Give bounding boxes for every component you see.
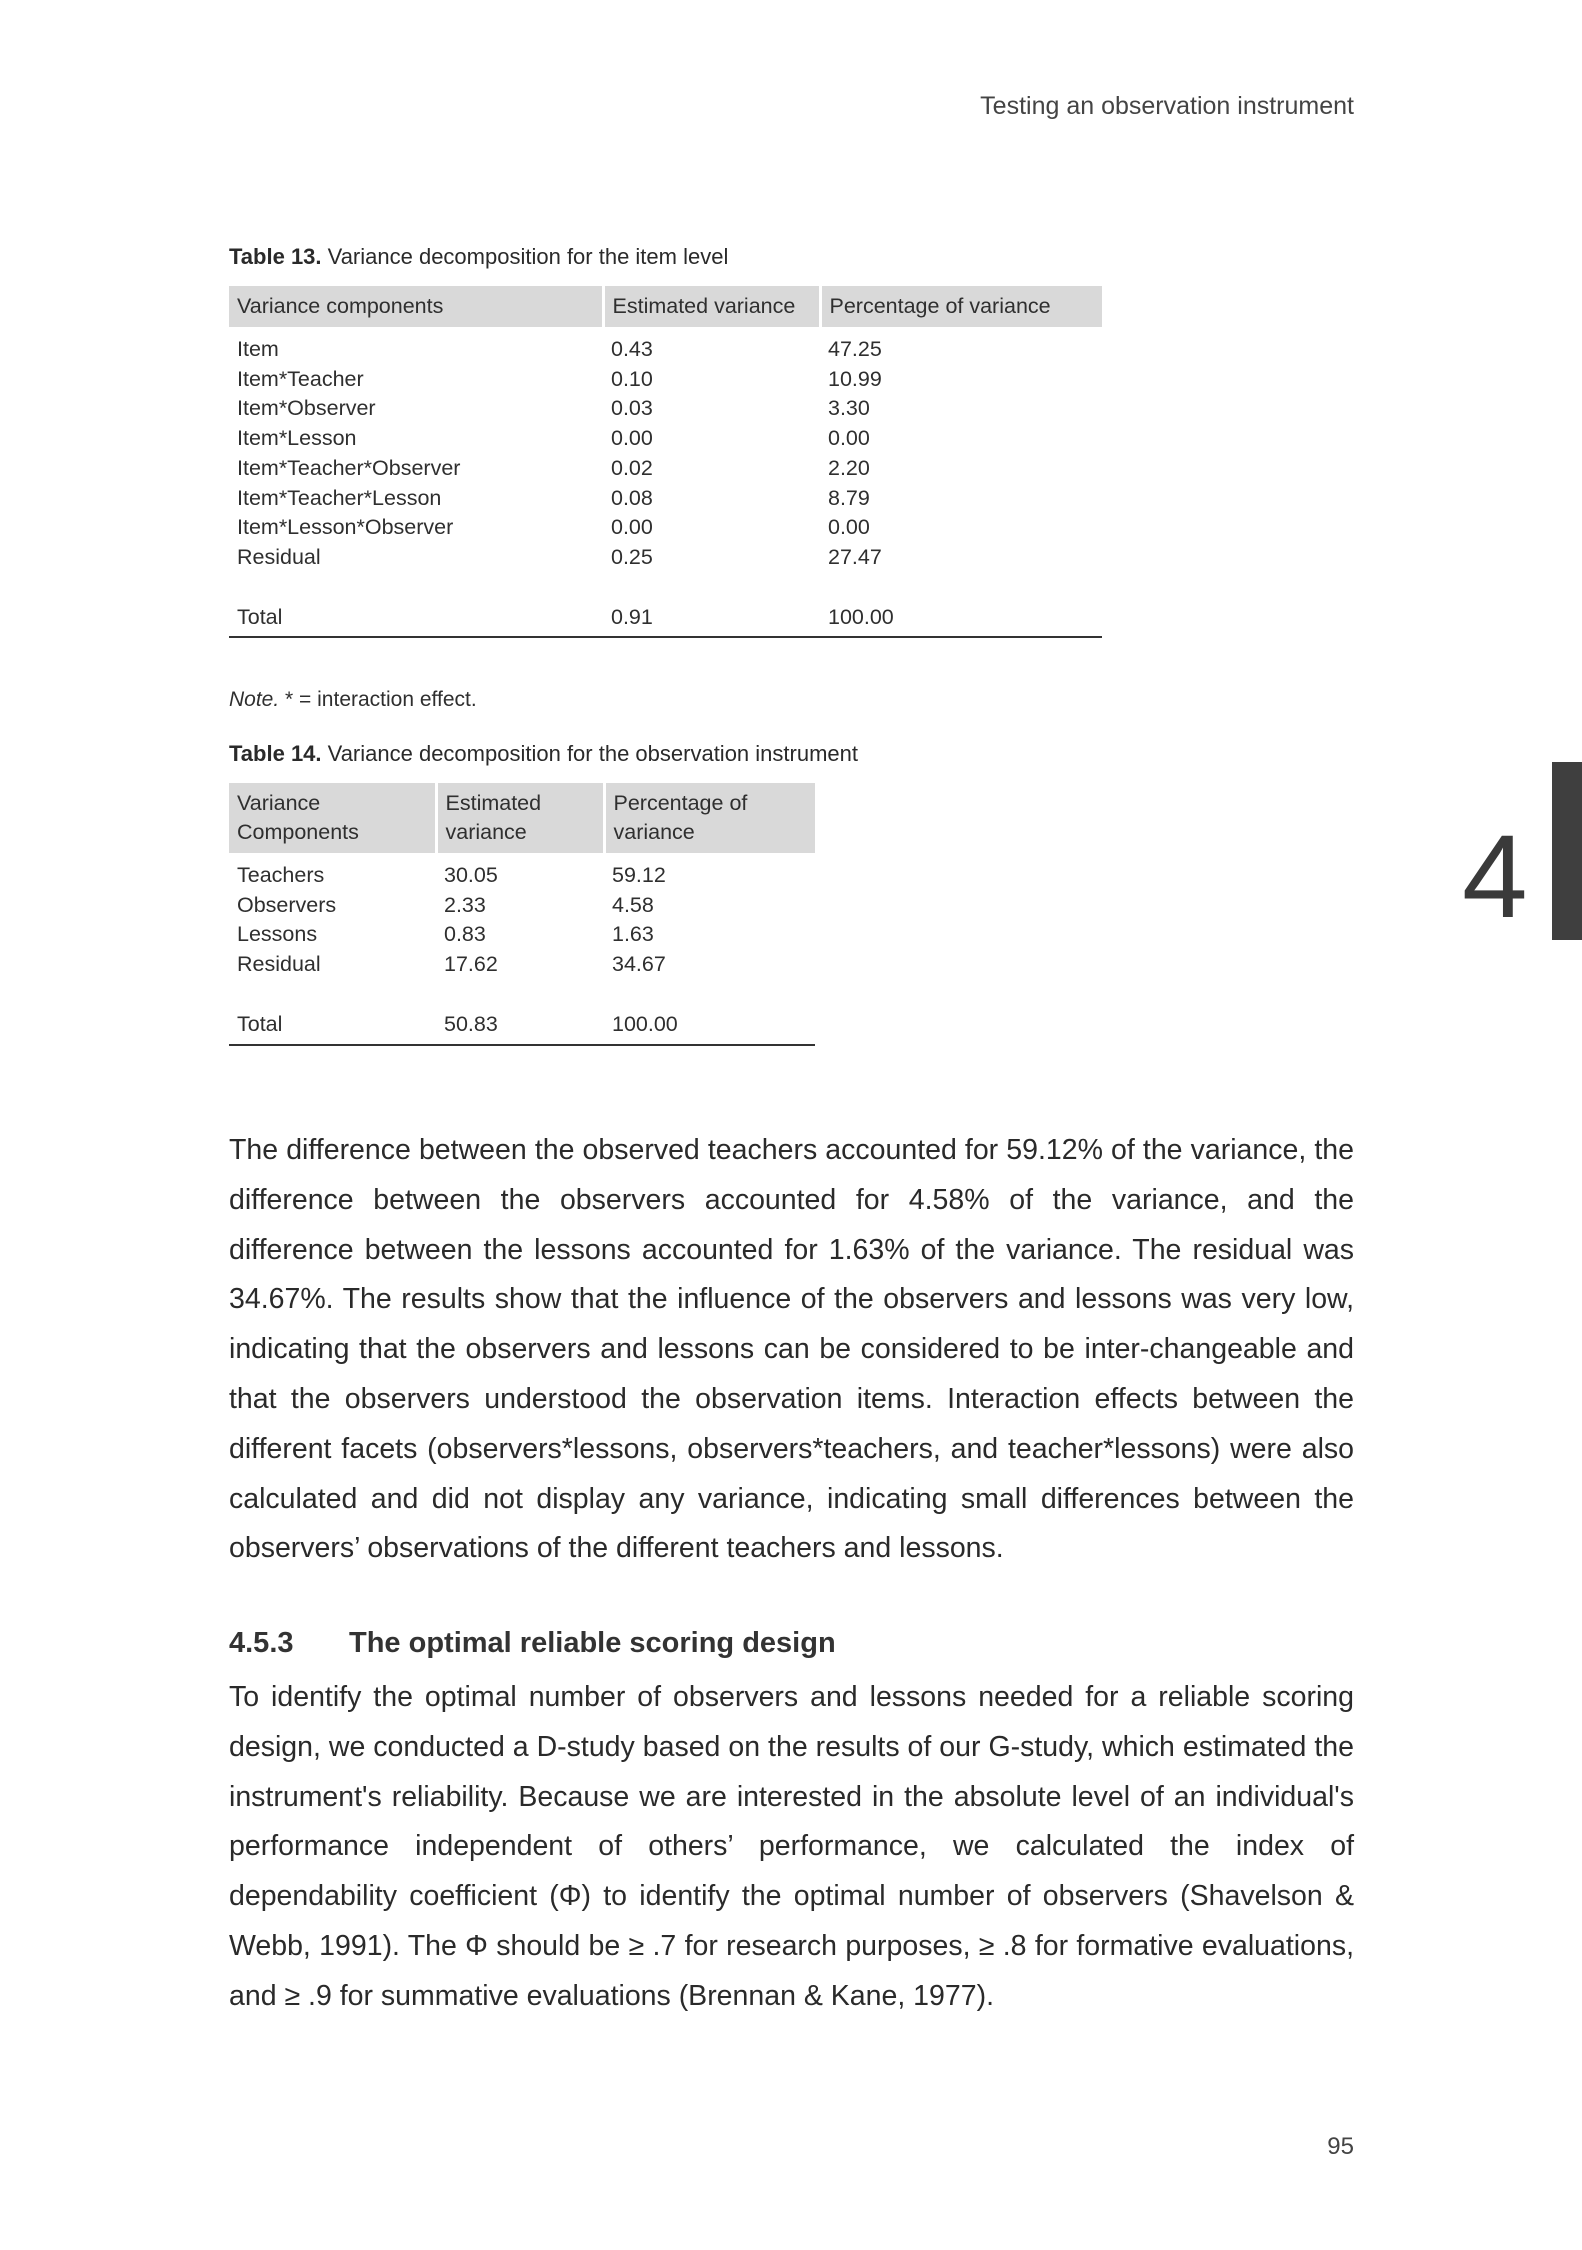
table13-caption xyxy=(229,244,728,270)
table-row xyxy=(229,891,815,921)
section-title: The optimal reliable scoring design xyxy=(349,1627,836,1659)
table-cell: 100.00 xyxy=(820,573,1102,638)
table14-header: Variance Components xyxy=(229,783,436,853)
table-cell: 8.79 xyxy=(828,485,870,510)
table-cell: 0.25 xyxy=(611,544,653,569)
table-row xyxy=(229,950,815,980)
table-cell: Item xyxy=(237,337,279,361)
table-cell: 0.83 xyxy=(444,922,486,947)
section-number: 4.5.3 xyxy=(229,1627,294,1659)
note-label: Note. xyxy=(229,688,280,711)
table-row xyxy=(229,484,1102,514)
table-row xyxy=(229,365,1102,395)
table-cell: 47.25 xyxy=(828,337,882,361)
table-cell: 0.08 xyxy=(611,485,653,510)
chapter-number: 4 xyxy=(1462,811,1528,943)
table-cell: 0.00 xyxy=(828,515,870,540)
table13-title: Variance decomposition for the item level xyxy=(327,244,729,269)
table-cell: 50.83 xyxy=(436,980,604,1045)
table-cell: 10.99 xyxy=(828,366,882,391)
table-cell: Item*Teacher*Observer xyxy=(237,455,461,480)
table-cell: Item*Lesson*Observer xyxy=(237,515,454,540)
running-head: Testing an observation instrument xyxy=(980,92,1354,120)
table-cell: Item*Teacher*Lesson xyxy=(237,485,442,510)
table-cell: 100.00 xyxy=(604,980,815,1045)
body-paragraph-2: To identify the optimal number of observers and lessons needed for a reliable scoring design, we conducted a D-study based on the results of our G-study, which estimated the instrument's reliability. Because we are interested in the absolute level of an individual's performance independent of others’ performance, we calculated the index of dependability coefficient (Φ) to identify the optimal number of observers (Shavelson & Webb, 1991). The Φ should be ≥ .7 for research purposes, ≥ .8 for formative evaluations, and ≥ .9 for summative evaluations (Brennan & Kane, 1977). xyxy=(229,1681,1354,2012)
table13-label: Table 13. xyxy=(229,244,322,269)
table-cell: Residual xyxy=(237,952,321,977)
table13-header: Estimated variance xyxy=(603,286,820,327)
table13 xyxy=(229,286,1102,638)
table-cell: Item*Observer xyxy=(237,396,376,421)
table-cell: 17.62 xyxy=(444,952,498,977)
table13-header-row xyxy=(229,286,1102,327)
table-cell: Item*Teacher xyxy=(237,366,364,391)
table-cell: Total xyxy=(229,573,603,638)
note-text: * = interaction effect. xyxy=(279,688,477,711)
table13-note xyxy=(229,688,477,712)
table-row xyxy=(229,327,1102,365)
table-cell: Teachers xyxy=(237,863,325,887)
table-cell: 0.91 xyxy=(603,573,820,638)
table-row xyxy=(229,454,1102,484)
table-row xyxy=(229,513,1102,543)
table14-total-row xyxy=(229,980,815,1045)
table-row xyxy=(229,920,815,950)
table-cell: Lessons xyxy=(237,922,318,947)
table-cell: 0.00 xyxy=(828,426,870,451)
table-cell: 0.02 xyxy=(611,455,653,480)
table-cell: 0.03 xyxy=(611,396,653,421)
table-row xyxy=(229,853,815,891)
table13-total-row xyxy=(229,573,1102,638)
table-cell: 27.47 xyxy=(828,544,882,569)
table-cell: 2.20 xyxy=(828,455,870,480)
table-cell: 34.67 xyxy=(612,952,666,977)
table-cell: 0.43 xyxy=(611,337,653,361)
table-cell: 59.12 xyxy=(612,863,666,887)
section-heading xyxy=(229,1627,836,1660)
table-cell: 0.00 xyxy=(611,515,653,540)
table-cell: 0.00 xyxy=(611,426,653,451)
table-cell: Observers xyxy=(237,892,337,917)
table-cell: 30.05 xyxy=(444,863,498,887)
body-paragraph-1: The difference between the observed teachers accounted for 59.12% of the variance, the difference between the observers accounted for 4.58% of the variance, and the difference between the lessons accounted for 1.63% of the variance. The residual was 34.67%. The results show that the influence of the observers and lessons was very low, indicating that the observers and lessons can be considered to be inter-changeable and that the observers understood the observation items. Interaction effects between the different facets (observers*lessons, observers*teachers, and teacher*lessons) were also calculated and did not display any variance, indicating small differences between the observers’ observations of the different teachers and lessons. xyxy=(229,1134,1354,1565)
table-cell: 3.30 xyxy=(828,396,870,421)
table14-caption xyxy=(229,741,858,767)
table14-header-row xyxy=(229,783,815,853)
table14-header: Percentage of variance xyxy=(604,783,815,853)
table-cell: Item*Lesson xyxy=(237,426,357,451)
table-cell: Total xyxy=(229,980,436,1045)
table14 xyxy=(229,783,815,1046)
page-number: 95 xyxy=(1327,2133,1354,2160)
table-row xyxy=(229,543,1102,573)
table14-label: Table 14. xyxy=(229,741,322,766)
table-cell: 2.33 xyxy=(444,892,486,917)
table13-header: Percentage of variance xyxy=(820,286,1102,327)
table-row xyxy=(229,424,1102,454)
table-cell: 4.58 xyxy=(612,892,654,917)
table13-header: Variance components xyxy=(229,286,603,327)
table14-title: Variance decomposition for the observation instrument xyxy=(327,741,858,766)
table-cell: Residual xyxy=(237,544,321,569)
chapter-tab xyxy=(1552,762,1582,940)
table-row xyxy=(229,394,1102,424)
table-cell: 0.10 xyxy=(611,366,653,391)
table-cell: 1.63 xyxy=(612,922,654,947)
table14-header: Estimated variance xyxy=(436,783,604,853)
